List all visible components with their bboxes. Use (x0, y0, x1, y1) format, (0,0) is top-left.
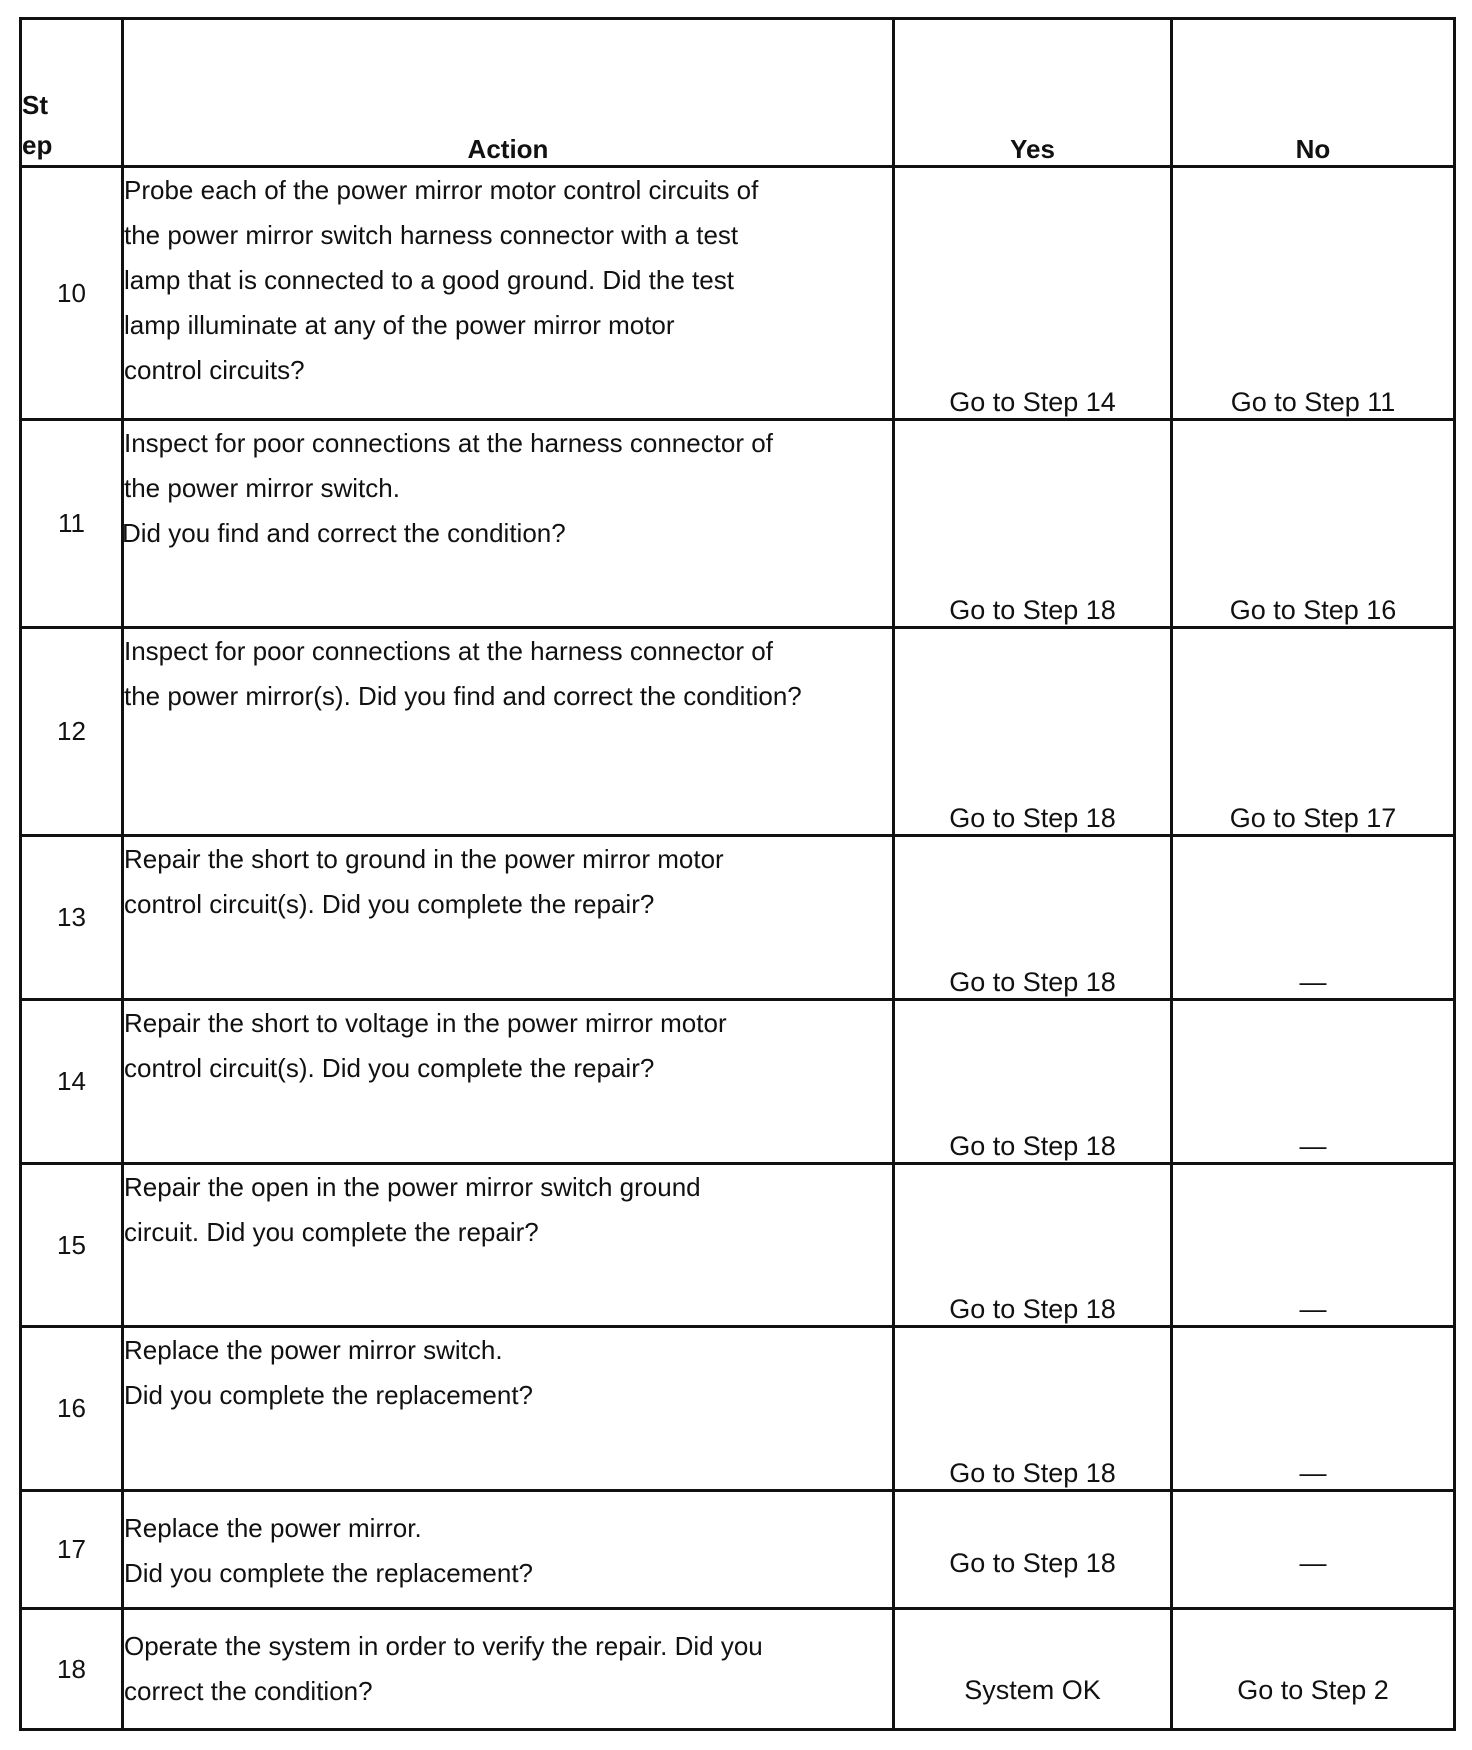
no-result: — (1172, 1327, 1455, 1491)
action-text (123, 420, 894, 628)
action-text (123, 836, 894, 1000)
action-line: control circuits? (124, 355, 305, 385)
action-line: Repair the short to ground in the power mirror motor (124, 844, 724, 874)
step-number: 10 (21, 167, 123, 420)
action-text (123, 1164, 894, 1327)
action-line: Inspect for poor connections at the harness connector of (124, 636, 773, 666)
yes-result: Go to Step 18 (894, 1491, 1172, 1609)
yes-result: Go to Step 18 (894, 420, 1172, 628)
yes-result: Go to Step 18 (894, 836, 1172, 1000)
step-number: 11 (21, 420, 123, 628)
no-result: — (1172, 1000, 1455, 1164)
no-result: — (1172, 1164, 1455, 1327)
no-result: Go to Step 17 (1172, 628, 1455, 836)
yes-result: Go to Step 18 (894, 628, 1172, 836)
action-line: the power mirror(s). Did you find and correct the condition? (124, 681, 802, 711)
table-row (21, 628, 1455, 836)
table-row (21, 836, 1455, 1000)
action-text (123, 167, 894, 420)
yes-result: Go to Step 18 (894, 1327, 1172, 1491)
action-text (123, 1000, 894, 1164)
action-line: the power mirror switch harness connector with a test (124, 220, 739, 250)
action-line: Did you complete the replacement? (124, 1558, 534, 1588)
action-line: lamp illuminate at any of the power mirror motor (124, 310, 675, 340)
action-line: the power mirror switch. (124, 473, 400, 503)
table-row (21, 1491, 1455, 1609)
yes-result: Go to Step 18 (894, 1000, 1172, 1164)
table-row (21, 1164, 1455, 1327)
step-number: 14 (21, 1000, 123, 1164)
no-result: — (1172, 1491, 1455, 1609)
action-text (123, 628, 894, 836)
action-line: control circuit(s). Did you complete the repair? (124, 889, 655, 919)
step-number: 17 (21, 1491, 123, 1609)
action-line: lamp that is connected to a good ground. Did the test (124, 265, 734, 295)
action-line: Replace the power mirror switch. (124, 1335, 503, 1365)
action-line: Repair the short to voltage in the power mirror motor (124, 1008, 727, 1038)
action-line: correct the condition? (124, 1676, 373, 1706)
step-number: 16 (21, 1327, 123, 1491)
step-number: 12 (21, 628, 123, 836)
action-line: Operate the system in order to verify the repair. Did you (124, 1631, 763, 1661)
yes-result: Go to Step 14 (894, 167, 1172, 420)
action-line: circuit. Did you complete the repair? (124, 1217, 539, 1247)
step-number: 13 (21, 836, 123, 1000)
no-result: — (1172, 836, 1455, 1000)
diagnostic-steps-table (19, 17, 1456, 1731)
yes-result: System OK (894, 1609, 1172, 1730)
action-line: Repair the open in the power mirror switch ground (124, 1172, 701, 1202)
table-row (21, 1327, 1455, 1491)
header-no: No (1172, 19, 1455, 167)
no-result: Go to Step 16 (1172, 420, 1455, 628)
table-row (21, 1609, 1455, 1730)
action-line: Replace the power mirror. (124, 1513, 422, 1543)
header-step: St ep (21, 19, 123, 167)
action-line: Inspect for poor connections at the harness connector of (124, 428, 773, 458)
action-text (123, 1327, 894, 1491)
step-number: 15 (21, 1164, 123, 1327)
header-yes: Yes (894, 19, 1172, 167)
action-line: Did you complete the replacement? (124, 1380, 534, 1410)
action-line: Probe each of the power mirror motor control circuits of (124, 175, 759, 205)
yes-result: Go to Step 18 (894, 1164, 1172, 1327)
table-row (21, 420, 1455, 628)
no-result: Go to Step 2 (1172, 1609, 1455, 1730)
table-row (21, 167, 1455, 420)
action-text (123, 1491, 894, 1609)
action-line: Did you find and correct the condition? (122, 518, 566, 548)
action-line: control circuit(s). Did you complete the repair? (124, 1053, 655, 1083)
action-text (123, 1609, 894, 1730)
header-action: Action (123, 19, 894, 167)
table-row (21, 1000, 1455, 1164)
no-result: Go to Step 11 (1172, 167, 1455, 420)
step-number: 18 (21, 1609, 123, 1730)
header-row (21, 19, 1455, 167)
